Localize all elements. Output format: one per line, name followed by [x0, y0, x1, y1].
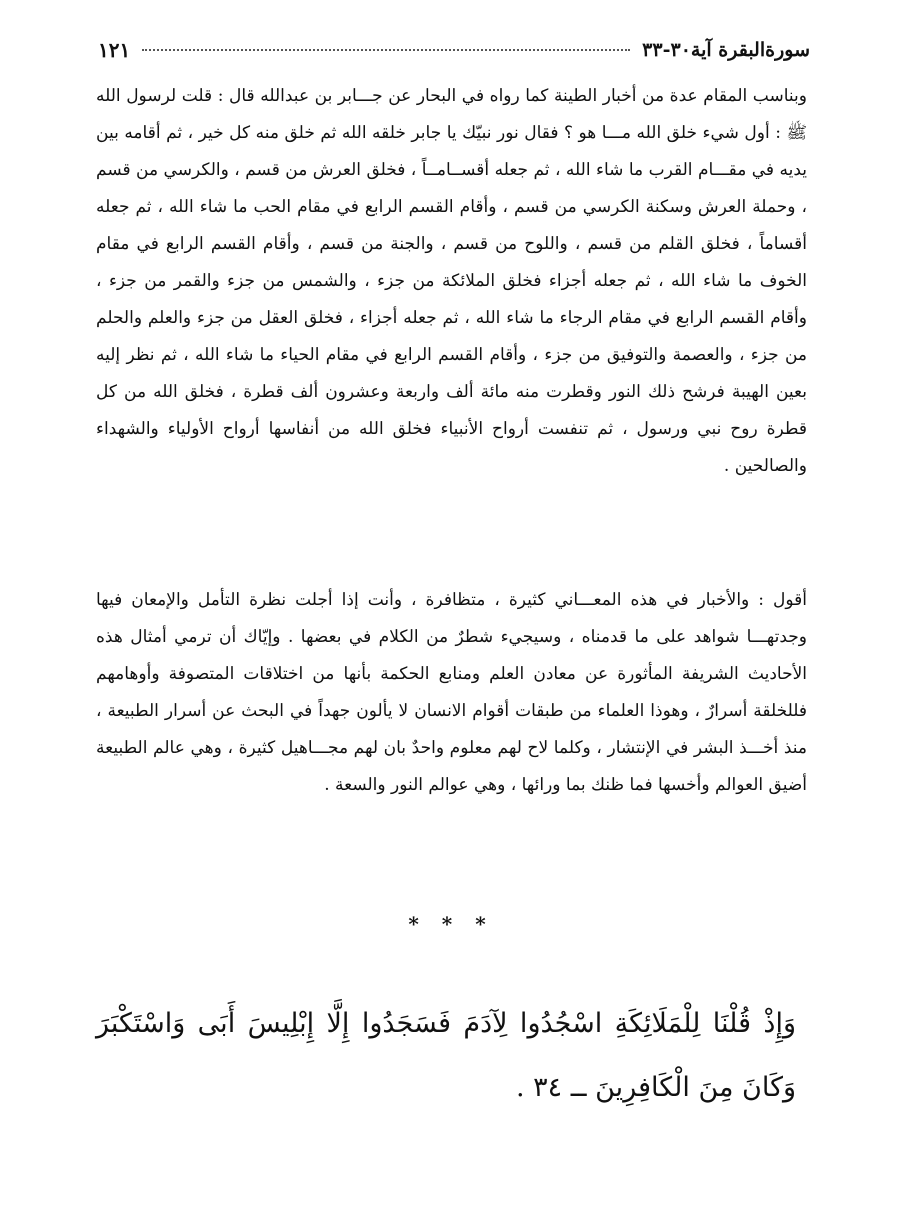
header-leader-dots	[142, 49, 630, 51]
quran-verse: وَإِذْ قُلْنَا لِلْمَلَائِكَةِ اسْجُدُوا لِآدَمَ فَسَجَدُوا إِلَّا إِبْلِيسَ أَبَى وَاسْتَكْبَرَ وَكَانَ مِنَ الْكَافِرِينَ ــ ٣٤ .	[96, 1008, 796, 1103]
running-header	[98, 34, 810, 66]
paragraph-commentary: أقول : والأخبار في هذه المعـــاني كثيرة ، متظافرة ، وأنت إذا أجلت نظرة التأمل والإمعان فيها وجدتهـــا شواهد على ما قدمناه ، وسيجيء شطرٌ من الكلام في بعضها . وإيّاك أن ترمي أمثال هذه الأحاديث الشريفة المأثورة عن معادن العلم ومنابع الحكمة بأنها من اختلاقات المتصوفة وأوهامهم فللخلقة أسرارٌ ، وهوذا العلماء من طبقات أقوام الانسان لا يألون جهداً في البحث عن أسرار الطبيعة ، منذ أخـــذ البشر في الإنتشار ، وكلما لاح لهم معلوم واحدٌ بان لهم مجـــاهيل كثيرة ، وهي عالم الطبيعة أضيق العوالم وأخسها فما ظنك بما ورائها ، وهي عوالم النور والسعة .	[96, 590, 807, 795]
surah-title: سورةالبقرة آية٣٠-٣٣	[642, 39, 810, 61]
section-separator: * * *	[408, 912, 494, 936]
paragraph-hadith: وبناسب المقام عدة من أخبار الطينة كما رواه في البحار عن جـــابر بن عبدالله قال : قلت لرسول الله ﷺ : أول شيء خلق الله مـــا هو ؟ فقال نور نبيّك يا جابر خلقه الله ثم خلق منه كل خير ، ثم أقامه بين يديه في مقـــام القرب ما شاء الله ، ثم جعله أقســامــاً ، فخلق العرش من قسم ، والكرسي من قسم ، وحملة العرش وسكنة الكرسي من قسم ، وأقام القسم الرابع في مقام الحب ما شاء الله ، ثم جعله أقساماً ، فخلق القلم من قسم ، واللوح من قسم ، والجنة من قسم ، وأقام القسم الرابع في مقام الخوف ما شاء الله ، ثم جعله أجزاء فخلق الملائكة من جزء ، والشمس من جزء والقمر من جزء ، وأقام القسم الرابع في مقام الرجاء ما شاء الله ، ثم جعله أجزاء ، فخلق العقل من جزء والعلم والحلم من جزء ، والعصمة والتوفيق من جزء ، وأقام القسم الرابع في مقام الحياء ما شاء الله ، ثم نظر إليه بعين الهيبة فرشح ذلك النور وقطرت منه مائة ألف واربعة وعشرون ألف قطرة ، فخلق الله من كل قطرة روح نبي ورسول ، ثم تنفست أرواح الأنبياء فخلق الله من أنفاسها أرواح الأولياء والشهداء والصالحين .	[96, 86, 807, 476]
page-number: ١٢١	[98, 38, 131, 62]
